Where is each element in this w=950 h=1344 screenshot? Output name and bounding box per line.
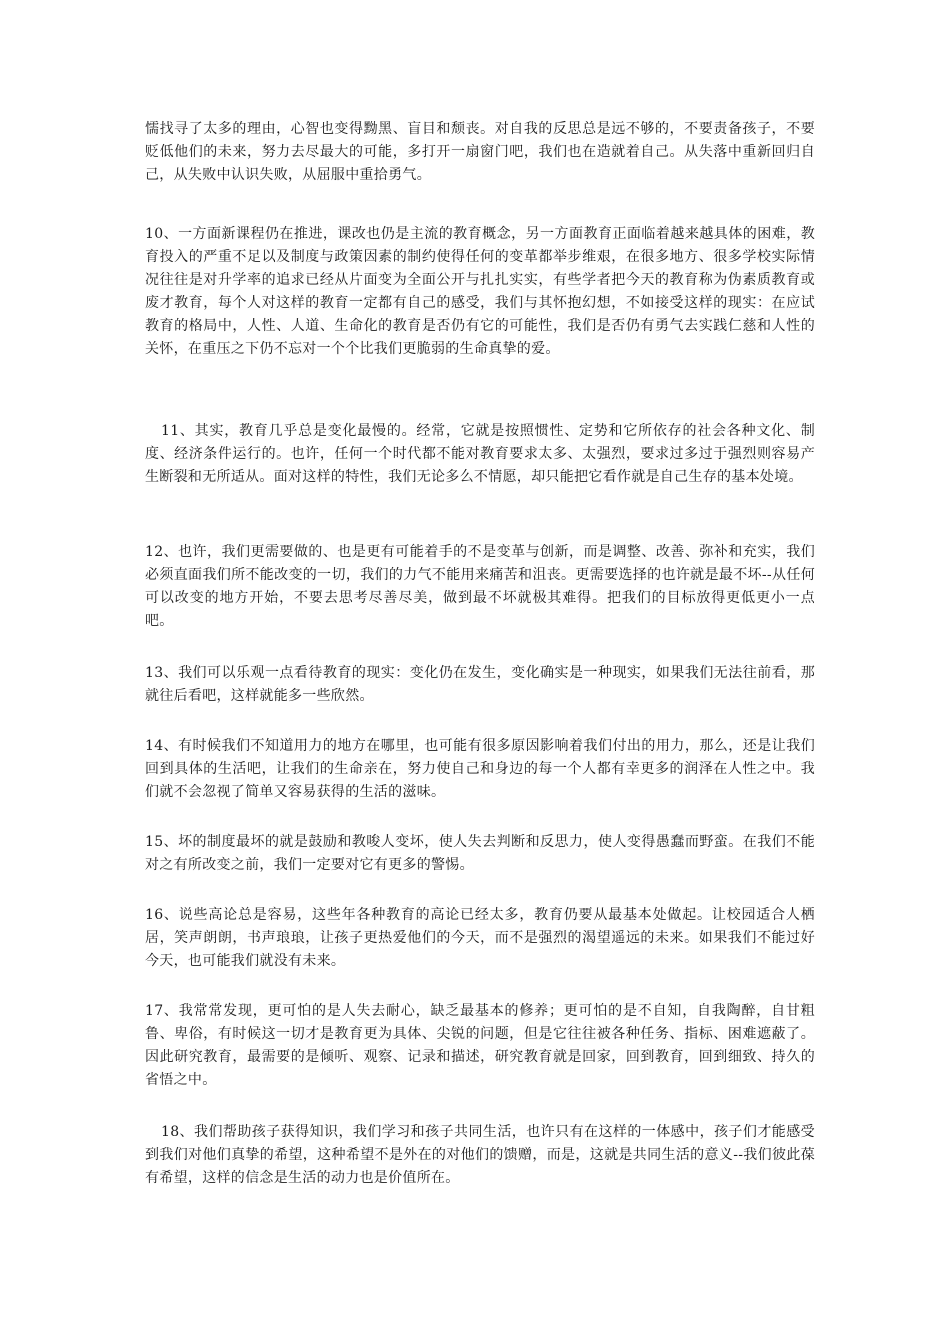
paragraph-14: 14、有时候我们不知道用力的地方在哪里，也可能有很多原因影响着我们付出的用力，那么，还是让我们回到具体的生活吧，让我们的生命亲在，努力使自己和身边的每一个人都有幸更多的润泽在人性之中。我们就不会忽视了简单又容易获得的生活的滋味。 — [145, 738, 815, 800]
paragraph-17: 17、我常常发现，更可怕的是人失去耐心，缺乏最基本的修养；更可怕的是不自知，自我陶醉，自甘粗鲁、卑俗，有时候这一切才是教育更为具体、尖锐的问题，但是它往往被各种任务、指标、困难遮蔽了。因此研究教育，最需要的是倾听、观察、记录和描述，研究教育就是回家，回到教育，回到细致、持久的省悟之中。 — [145, 1003, 815, 1088]
paragraph-13: 13、我们可以乐观一点看待教育的现实：变化仍在发生，变化确实是一种现实，如果我们无法往前看，那就往后看吧，这样就能多一些欣然。 — [145, 665, 815, 704]
paragraph-11: 11、其实，教育几乎总是变化最慢的。经常，它就是按照惯性、定势和它所依存的社会各种文化、制度、经济条件运行的。也许，任何一个时代都不能对教育要求太多、太强烈，要求过多过于强烈则容易产生断裂和无所适从。面对这样的特性，我们无论多么不情愿，却只能把它看作就是自己生存的基本处境。 — [145, 423, 815, 485]
paragraph-18: 18、我们帮助孩子获得知识，我们学习和孩子共同生活，也许只有在这样的一体感中，孩子们才能感受到我们对他们真挚的希望，这种希望不是外在的对他们的馈赠，而是，这就是共同生活的意义--我们彼此葆有希望，这样的信念是生活的动力也是价值所在。 — [145, 1124, 815, 1186]
paragraph-15: 15、坏的制度最坏的就是鼓励和教唆人变坏，使人失去判断和反思力，使人变得愚蠢而野蛮。在我们不能对之有所改变之前，我们一定要对它有更多的警惕。 — [145, 834, 815, 873]
paragraph-intro: 懦找寻了太多的理由，心智也变得黝黑、盲目和颓丧。对自我的反思总是远不够的，不要责备孩子，不要贬低他们的未来，努力去尽最大的可能，多打开一扇窗门吧，我们也在造就着自己。从失落中重新回归自己，从失败中认识失败，从屈服中重拾勇气。 — [145, 121, 815, 183]
paragraph-10: 10、一方面新课程仍在推进，课改也仍是主流的教育概念，另一方面教育正面临着越来越具体的困难，教育投入的严重不足以及制度与政策因素的制约使得任何的变革都举步维艰，在很多地方、很多学校实际情况往往是对升学率的追求已经从片面变为全面公开与扎扎实实，有些学者把今天的教育称为伪素质教育或废才教育，每个人对这样的教育一定都有自己的感受，我们与其怀抱幻想，不如接受这样的现实：在应试教育的格局中，人性、人道、生命化的教育是否仍有它的可能性，我们是否仍有勇气去实践仁慈和人性的关怀，在重压之下仍不忘对一个个比我们更脆弱的生命真挚的爱。 — [145, 226, 815, 357]
paragraph-12: 12、也许，我们更需要做的、也是更有可能着手的不是变革与创新，而是调整、改善、弥补和充实，我们必须直面我们所不能改变的一切，我们的力气不能用来痛苦和沮丧。更需要选择的也许就是最不坏--从任何可以改变的地方开始，不要去思考尽善尽美，做到最不坏就极其难得。把我们的目标放得更低更小一点吧。 — [145, 544, 815, 629]
paragraph-16: 16、说些高论总是容易，这些年各种教育的高论已经太多，教育仍要从最基本处做起。让校园适合人栖居，笑声朗朗，书声琅琅，让孩子更热爱他们的今天，而不是强烈的渴望遥远的未来。如果我们不能过好今天，也可能我们就没有未来。 — [145, 907, 815, 969]
